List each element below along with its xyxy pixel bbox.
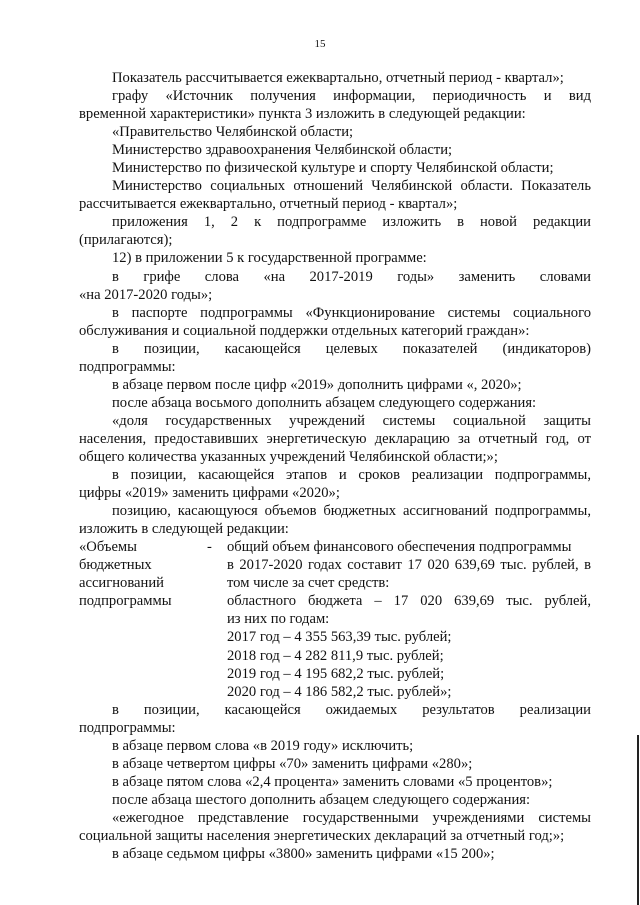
budget-year-line: 2019 год – 4 195 682,2 тыс. рублей; — [227, 665, 445, 682]
paragraph-line: подпрограммы: — [79, 358, 176, 375]
budget-year-line: 2018 год – 4 282 811,9 тыс. рублей; — [227, 647, 444, 664]
paragraph-line: в позиции, касающейся этапов и сроков реализации подпрограммы, — [112, 467, 591, 484]
paragraph-line: обслуживания и социальной поддержки отдельных категорий граждан»: — [79, 322, 530, 339]
paragraph-line: социальной защиты населения энергетических деклараций за отчетный год;»; — [79, 827, 565, 844]
paragraph-line: Показатель рассчитывается ежеквартально, отчетный период - квартал»; — [112, 70, 564, 86]
budget-body-line: общий объем финансового обеспечения подпрограммы — [227, 539, 572, 556]
document-body — [79, 69, 591, 863]
paragraph-line: подпрограммы: — [79, 719, 176, 736]
budget-block-dash: - — [207, 539, 212, 556]
paragraph-line: после абзаца восьмого дополнить абзацем следующего содержания: — [112, 394, 537, 411]
paragraph-line: «Правительство Челябинской области; — [112, 124, 354, 141]
budget-body-line: областного бюджета – 17 020 639,69 тыс. рублей, — [227, 593, 591, 610]
paragraph-line: «доля государственных учреждений системы социальной защиты — [112, 412, 591, 429]
paragraph-line: в позиции, касающейся целевых показателей (индикаторов) — [112, 340, 591, 357]
paragraph-line: «ежегодное представление государственными учреждениями системы — [112, 809, 591, 826]
paragraph-line: «на 2017-2020 годы»; — [79, 286, 213, 303]
budget-body-line: в 2017-2020 годах составит 17 020 639,69 тыс. рублей, в — [227, 557, 591, 574]
scan-edge-line — [637, 735, 639, 905]
budget-block-body — [227, 538, 591, 700]
page-number: 15 — [314, 38, 326, 50]
paragraph-line: цифры «2019» заменить цифрами «2020»; — [79, 485, 340, 502]
paragraph-line: временной характеристики» пункта 3 изложить в следующей редакции: — [79, 106, 526, 123]
budget-block-label — [79, 538, 207, 700]
paragraph-line: в абзаце первом слова «в 2019 году» исключить; — [112, 737, 414, 754]
paragraph-line: в абзаце первом после цифр «2019» дополнить цифрами «, 2020»; — [112, 376, 522, 393]
paragraph-line: графу «Источник получения информации, периодичность и вид — [112, 88, 591, 105]
paragraph-line: Министерство социальных отношений Челябинской области. Показатель — [112, 178, 591, 195]
budget-year-line: 2017 год – 4 355 563,39 тыс. рублей; — [227, 629, 452, 646]
paragraph-line: в позиции, касающейся ожидаемых результатов реализации — [112, 701, 591, 718]
budget-label-line: «Объемы — [79, 539, 137, 556]
budget-allocation-block — [79, 538, 591, 700]
paragraph-line: рассчитывается ежеквартально, отчетный период - квартал»; — [79, 196, 458, 213]
budget-label-line: ассигнований — [79, 575, 164, 592]
paragraph-line: приложения 1, 2 к подпрограмме изложить в новой редакции — [112, 214, 591, 231]
budget-label-line: бюджетных — [79, 557, 152, 574]
paragraph-line: в абзаце четвертом цифры «70» заменить цифрами «280»; — [112, 755, 473, 772]
paragraph-line: (прилагаются); — [79, 232, 173, 249]
paragraph-line: в паспорте подпрограммы «Функционирование системы социального — [112, 304, 591, 321]
paragraph-line: населения, предоставивших энергетическую декларацию за отчетный год, от — [79, 430, 591, 447]
paragraph-line: в абзаце пятом слова «2,4 процента» заменить словами «5 процентов»; — [112, 773, 553, 790]
budget-label-line: подпрограммы — [79, 593, 172, 610]
paragraph-line: после абзаца шестого дополнить абзацем следующего содержания: — [112, 791, 531, 808]
paragraph-line: в абзаце седьмом цифры «3800» заменить цифрами «15 200»; — [112, 846, 495, 863]
budget-year-line: 2020 год – 4 186 582,2 тыс. рублей»; — [227, 683, 452, 700]
paragraph-line: позицию, касающуюся объемов бюджетных ассигнований подпрограммы, — [112, 503, 591, 520]
budget-body-line: том числе за счет средств: — [227, 575, 390, 592]
paragraph-line: Министерство по физической культуре и спорту Челябинской области; — [112, 160, 554, 177]
paragraph-line: общего количества указанных учреждений Челябинской области;»; — [79, 448, 498, 465]
paragraph-line: 12) в приложении 5 к государственной программе: — [112, 250, 427, 267]
paragraph-line: изложить в следующей редакции: — [79, 521, 289, 538]
budget-body-line: из них по годам: — [227, 611, 330, 628]
paragraph-line: Министерство здравоохранения Челябинской области; — [112, 142, 453, 159]
paragraph-line: в грифе слова «на 2017-2019 годы» заменить словами — [112, 268, 591, 285]
